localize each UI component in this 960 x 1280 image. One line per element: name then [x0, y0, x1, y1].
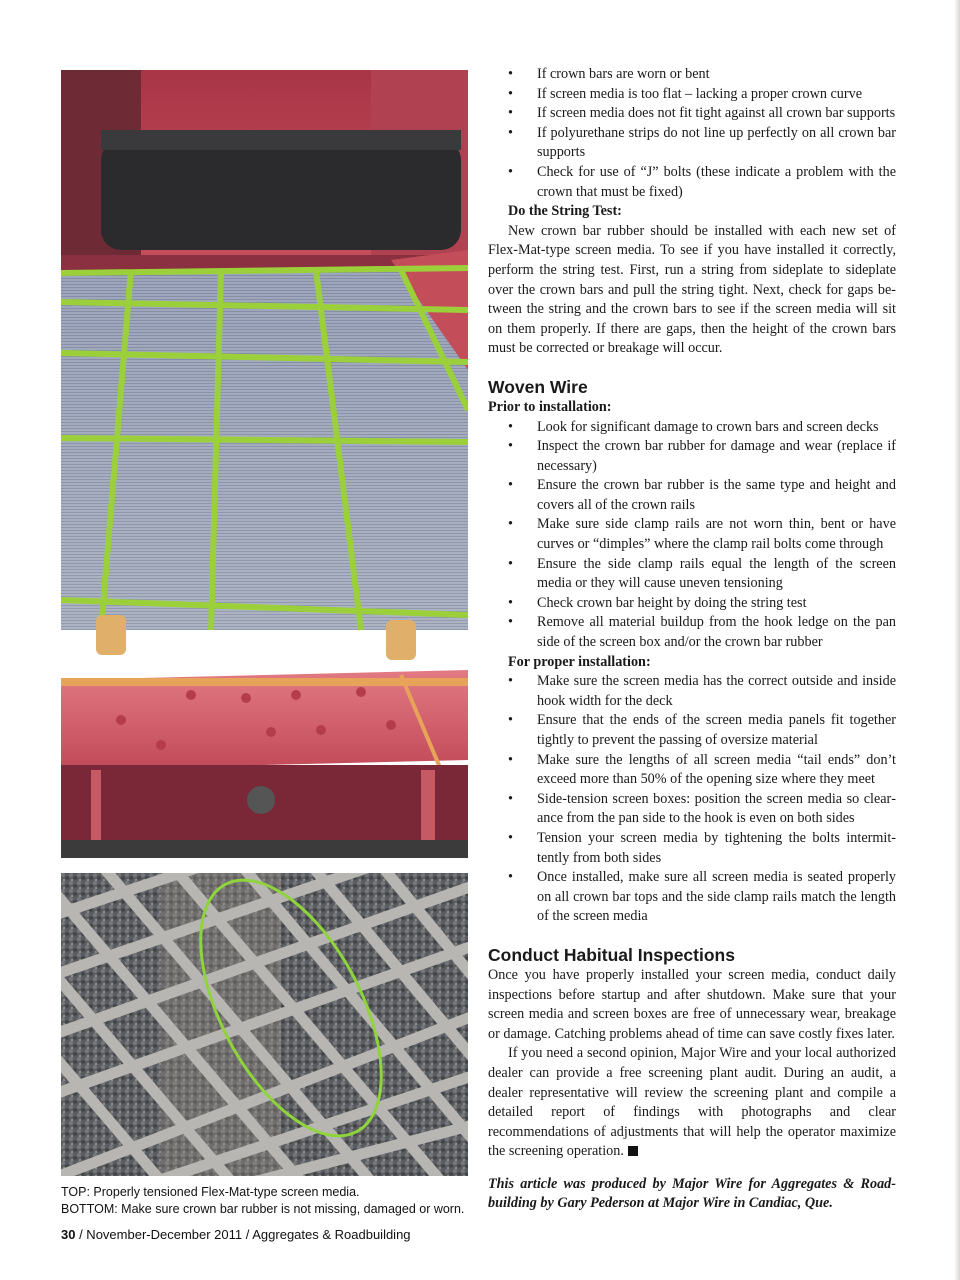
inspections-heading: Conduct Habitual Inspections — [488, 944, 735, 965]
list-item: • Make sure side clamp rails are not worn thin, bent or have curves or “dimples” where the clamp rail bolts come through — [488, 515, 896, 554]
figure-caption — [61, 1184, 481, 1218]
footer-issue: / November-December 2011 / Aggregates & Roadbuilding — [75, 1227, 411, 1242]
string-test-paragraph: New crown bar rubber should be installed with each new set of Flex-Mat-type screen media. To see if you have installed it correctly, perform the string test. First, run a string from sideplate to sideplate over the crown bars and pull the string tight. Next, check for gaps between the string and the crown bars to see if the screen media will sit on them properly. If there are gaps, then the height of the crown bars must be corrected or breakage will occur. — [488, 222, 896, 357]
list-item: • Once installed, make sure all screen media is seated properly on all crown bar tops and the side clamp rails match the length of the screen media — [488, 868, 896, 927]
page-footer — [61, 1227, 411, 1242]
inspections-paragraph-1: Once you have properly installed your screen media, conduct daily inspections before startup and after shutdown. Make sure that your screen media and screen boxes are free of unnecessary wear, breakage or damage. Catching problems ahead of time can save costly fixes later. — [488, 966, 896, 1042]
caption-bottom: BOTTOM: Make sure crown bar rubber is not missing, damaged or worn. — [61, 1202, 465, 1216]
photo-woven-wire-crown-bar — [61, 873, 468, 1176]
list-item: • Check for use of “J” bolts (these indicate a problem with the crown that must be fixed) — [488, 163, 896, 202]
article-column — [488, 65, 896, 1214]
list-item: • Make sure the screen media has the correct outside and inside hook width for the deck — [488, 672, 896, 711]
list-item: • Look for significant damage to crown bars and screen decks — [488, 418, 896, 438]
page-edge-shadow — [954, 0, 960, 1280]
list-item: • If screen media is too flat – lacking a proper crown curve — [488, 85, 896, 105]
prior-installation-label: Prior to installation: — [488, 398, 612, 415]
list-item: • Side-tension screen boxes: position the screen media so clearance from the pan side to the hook is even on both sides — [488, 790, 896, 829]
list-item: • Ensure the crown bar rubber is the same type and height and covers all of the crown rails — [488, 476, 896, 515]
article-credit: This article was produced by Major Wire for Aggregates & Roadbuilding by Gary Pederson at Major Wire in Candiac, Que. — [488, 1175, 896, 1212]
caption-top: TOP: Properly tensioned Flex-Mat-type screen media. — [61, 1185, 360, 1199]
list-item: • If screen media does not fit tight against all crown bar supports — [488, 104, 896, 124]
list-item: • Tension your screen media by tightening the bolts intermittently from both sides — [488, 829, 896, 868]
string-test-heading: Do the String Test: — [508, 203, 622, 220]
proper-installation-label: For proper installation: — [508, 653, 651, 670]
list-item: • Inspect the crown bar rubber for damage and wear (replace if necessary) — [488, 437, 896, 476]
list-item: • Remove all material buildup from the hook ledge on the pan side of the screen box and/or the crown bar rubber — [488, 613, 896, 652]
list-item: • If crown bars are worn or bent — [488, 65, 896, 85]
woven-wire-heading: Woven Wire — [488, 376, 588, 397]
inspections-paragraph-2 — [488, 1044, 896, 1162]
end-of-article-mark — [628, 1146, 638, 1156]
list-item: • Make sure the lengths of all screen media “tail ends” don’t exceed more than 50% of the opening size where they meet — [488, 751, 896, 790]
photo-flex-mat-screen — [61, 70, 468, 858]
page-number: 30 — [61, 1227, 76, 1242]
list-item: • Check crown bar height by doing the string test — [488, 594, 896, 614]
list-item: • Ensure the side clamp rails equal the length of the screen media or they will cause uneven tensioning — [488, 555, 896, 594]
inspections-paragraph-2-text: If you need a second opinion, Major Wire and your local authorized dealer can provide a free screening plant audit. During an audit, a dealer representative will review the screening plant and compile a detailed report of findings with photographs and clear recommendations of adjustments that will help the operator maximize the screening operation. — [488, 1045, 896, 1160]
list-item: • If polyurethane strips do not line up perfectly on all crown bar supports — [488, 124, 896, 163]
list-item: • Ensure that the ends of the screen media panels fit together tightly to prevent the passing of oversize material — [488, 711, 896, 750]
